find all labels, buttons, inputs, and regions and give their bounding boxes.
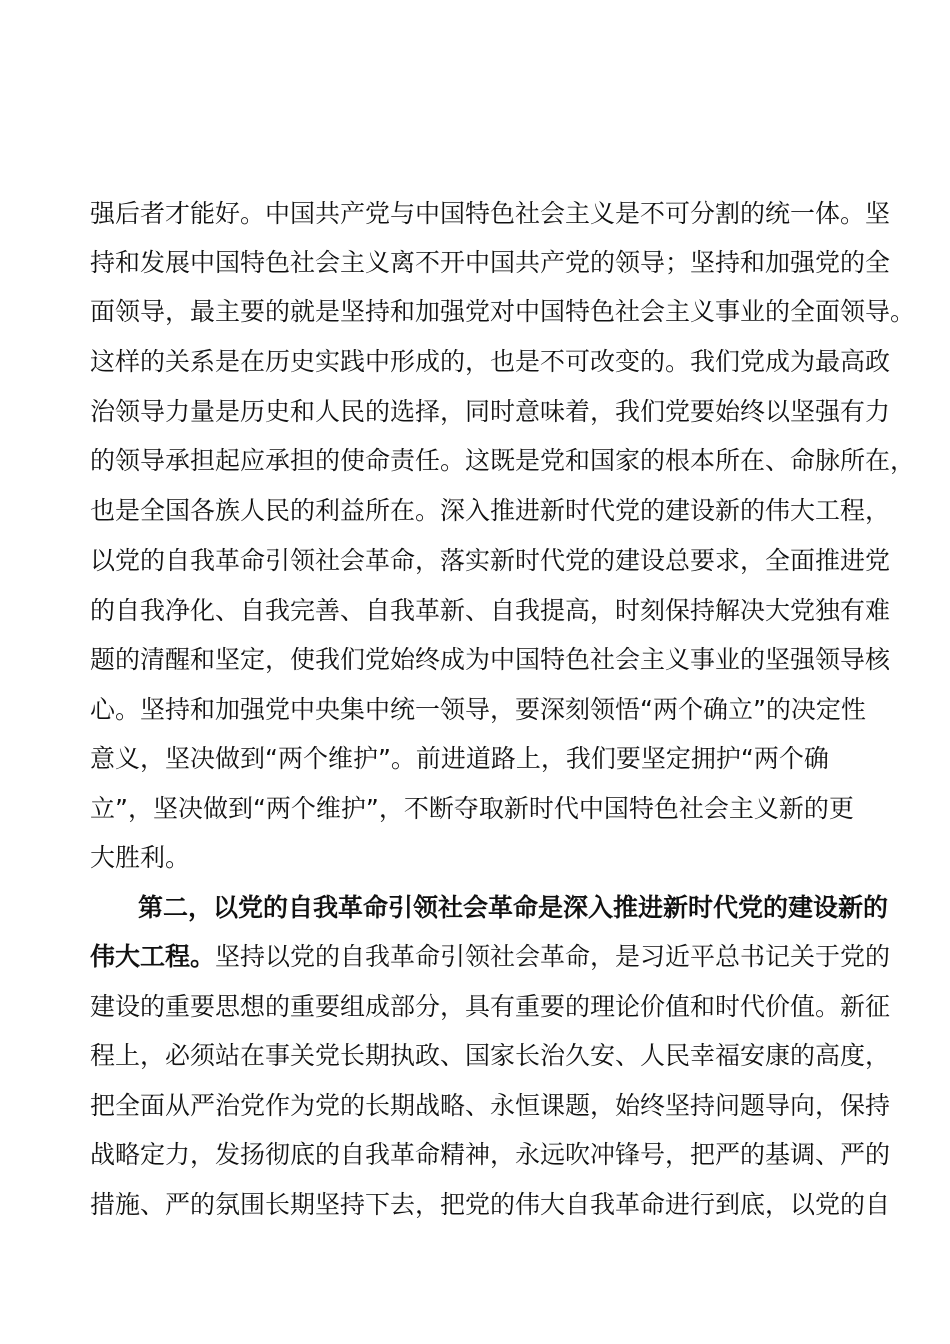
text-line: 面领导，最主要的就是坚持和加强党对中国特色社会主义事业的全面领导。 [90, 297, 916, 326]
text-line: 强后者才能好。中国共产党与中国特色社会主义是不可分割的统一体。坚 [90, 199, 891, 228]
text-line: 意义，坚决做到“两个维护”。前进道路上，我们要坚定拥护“两个确 [90, 744, 829, 773]
text-line: 题的清醒和坚定，使我们党始终成为中国特色社会主义事业的坚强领导核 [90, 645, 891, 674]
text-line: 措施、严的氛围长期坚持下去，把党的伟大自我革命进行到底，以党的自 [90, 1190, 891, 1219]
section-heading-text: 第二，以党的自我革命引领社会革命是深入推进新时代党的建设新的 [138, 893, 889, 922]
text-line: 也是全国各族人民的利益所在。深入推进新时代党的建设新的伟大工程， [90, 496, 891, 525]
section-heading [138, 893, 888, 923]
section-heading-end: 伟大工程。 [90, 942, 216, 971]
text-line: 心。坚持和加强党中央集中统一领导，要深刻领悟“两个确立”的决定性 [90, 695, 866, 724]
text-line: 治领导力量是历史和人民的选择，同时意味着，我们党要始终以坚强有力 [90, 397, 891, 426]
text-line: 立”，坚决做到“两个维护”，不断夺取新时代中国特色社会主义新的更 [90, 794, 854, 823]
text-line: 把全面从严治党作为党的长期战略、永恒课题，始终坚持问题导向，保持 [90, 1091, 891, 1120]
text-line: 这样的关系是在历史实践中形成的，也是不可改变的。我们党成为最高政 [90, 347, 891, 376]
text-line: 以党的自我革命引领社会革命，落实新时代党的建设总要求，全面推进党 [90, 546, 891, 575]
text-line: 建设的重要思想的重要组成部分，具有重要的理论价值和时代价值。新征 [90, 992, 891, 1021]
text-line: 大胜利。 [90, 843, 191, 872]
text-line: 程上，必须站在事关党长期执政、国家长治久安、人民幸福安康的高度， [90, 1041, 891, 1070]
text-line: 的领导承担起应承担的使命责任。这既是党和国家的根本所在、命脉所在， [90, 446, 916, 475]
text-span: 坚持以党的自我革命引领社会革命，是习近平总书记关于党的 [215, 942, 891, 971]
text-line: 持和发展中国特色社会主义离不开中国共产党的领导；坚持和加强党的全 [90, 248, 891, 277]
text-line: 的自我净化、自我完善、自我革新、自我提高，时刻保持解决大党独有难 [90, 596, 891, 625]
text-line [90, 942, 890, 972]
text-line: 战略定力，发扬彻底的自我革命精神，永远吹冲锋号，把严的基调、严的 [90, 1140, 891, 1169]
